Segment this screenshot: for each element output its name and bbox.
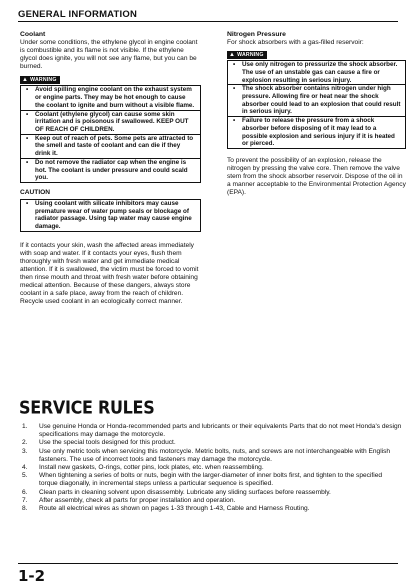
caution-item: • Using coolant with silicate inhibitors may cause premature wear of water pump seals or blockage of radiator passage. Using tap water may cause engine damage.	[26, 200, 192, 231]
service-rules-list	[22, 423, 402, 513]
nitrogen-disposal: To prevent the possibility of an explosion, release the nitrogen by pressing the valve core. Then remove the valve stem from the shock absorber reservoir. Dispose of the oil in a manner acceptable to the Environmental Protection Agency (EPA).	[227, 156, 406, 197]
service-rule: 2. Use the special tools designed for this product.	[22, 439, 176, 447]
service-rule: 4. Install new gaskets, O-rings, cotter pins, lock plates, etc. when reassembling.	[22, 464, 264, 472]
caution-title: CAUTION	[20, 188, 51, 196]
service-rule: 3. Use only metric tools when servicing this motorcycle. Metric bolts, nuts, and screws are not interchangeable with English fasteners. The use of incorrect tools and fasteners may damage the motorcycle.	[22, 447, 391, 463]
coolant-recycle: Recycle used coolant in an ecologically correct manner.	[20, 298, 183, 306]
warning-triangle-icon: ▲	[22, 77, 29, 84]
warning-item: • Do not remove the radiator cap when the engine is hot. The coolant is under pressure and could scald you.	[26, 158, 188, 182]
service-rule: 6. Clean parts in cleaning solvent upon disassembly. Lubricate any sliding surfaces before reassembly.	[22, 488, 331, 496]
service-rules-title: SERVICE RULES	[19, 397, 155, 418]
service-rule: 7. After assembly, check all parts for proper installation and operation.	[22, 496, 236, 504]
header-title: GENERAL INFORMATION	[18, 9, 138, 20]
caution-box	[20, 199, 201, 232]
nitrogen-intro: For shock absorbers with a gas-filled reservoir:	[227, 39, 364, 46]
nitrogen-section	[227, 31, 406, 197]
warning-item: • Avoid spilling engine coolant on the exhaust system or engine parts. They may be hot enough to cause the coolant to ignite and burn without a visible flame.	[21, 86, 200, 110]
warning-item: • The shock absorber contains nitrogen under high pressure. Allowing fire or heat near the shock absorber could lead to an explosion that could result in serious injury.	[228, 85, 405, 117]
nitrogen-title: Nitrogen Pressure	[227, 31, 286, 38]
warning-label: WARNING	[30, 77, 57, 84]
warning-item: • Failure to release the pressure from a shock absorber before disposing of it may lead to a possible explosion and serious injury if it is heated or pierced.	[233, 117, 395, 148]
page-header	[18, 9, 398, 22]
warning-triangle-icon: ▲	[229, 52, 236, 59]
warning-item: • Use only nitrogen to pressurize the shock absorber. The use of an unstable gas can cause a fire or explosion resulting in serious injury.	[228, 61, 405, 85]
footer-divider	[18, 563, 398, 564]
coolant-first-aid: If it contacts your skin, wash the affected areas immediately with soap and water. If it contacts your eyes, flush them thoroughly with fresh water and get immediate medical attention. If it is swallowed, the victim must be forced to vomit then rinse mouth and throat with fresh water before obtaining medical attention. Because of these dangers, always store coolant in a safe place, away from the reach of children.	[20, 241, 199, 298]
coolant-section	[20, 31, 201, 307]
warning-item: • Coolant (ethylene glycol) can cause some skin irritation and is poisonous if swallowed. KEEP OUT OF REACH OF CHILDREN.	[21, 111, 200, 135]
nitrogen-warning-box	[227, 60, 406, 149]
coolant-intro: Under some conditions, the ethylene glycol in engine coolant is combustible and its flame is not visible. If the ethylene glycol does ignite, you will not see any flame, but you can be burned.	[20, 39, 198, 71]
service-rule: 5. When tightening a series of bolts or nuts, begin with the larger-diameter of inner bolts first, and tighten to the specified torque diagonally, in incremental steps unless a particular sequence is specified.	[22, 472, 383, 488]
coolant-title: Coolant	[20, 31, 46, 38]
coolant-warning-badge	[20, 76, 60, 84]
page-number: 1-2	[18, 567, 46, 585]
nitrogen-warning-badge	[227, 51, 267, 59]
service-rule: 1. Use genuine Honda or Honda-recommended parts and lubricants or their equivalents Parts that do not meet Honda's design specifications may damage the motorcycle.	[22, 423, 402, 439]
warning-item: • Keep out of reach of pets. Some pets are attracted to the smell and taste of coolant and can die if they drink it.	[21, 135, 200, 159]
service-rule: 8. Route all electrical wires as shown on pages 1-33 through 1-43, Cable and Harness Routing.	[22, 505, 310, 513]
coolant-warning-box	[20, 85, 201, 182]
warning-label: WARNING	[237, 52, 264, 59]
